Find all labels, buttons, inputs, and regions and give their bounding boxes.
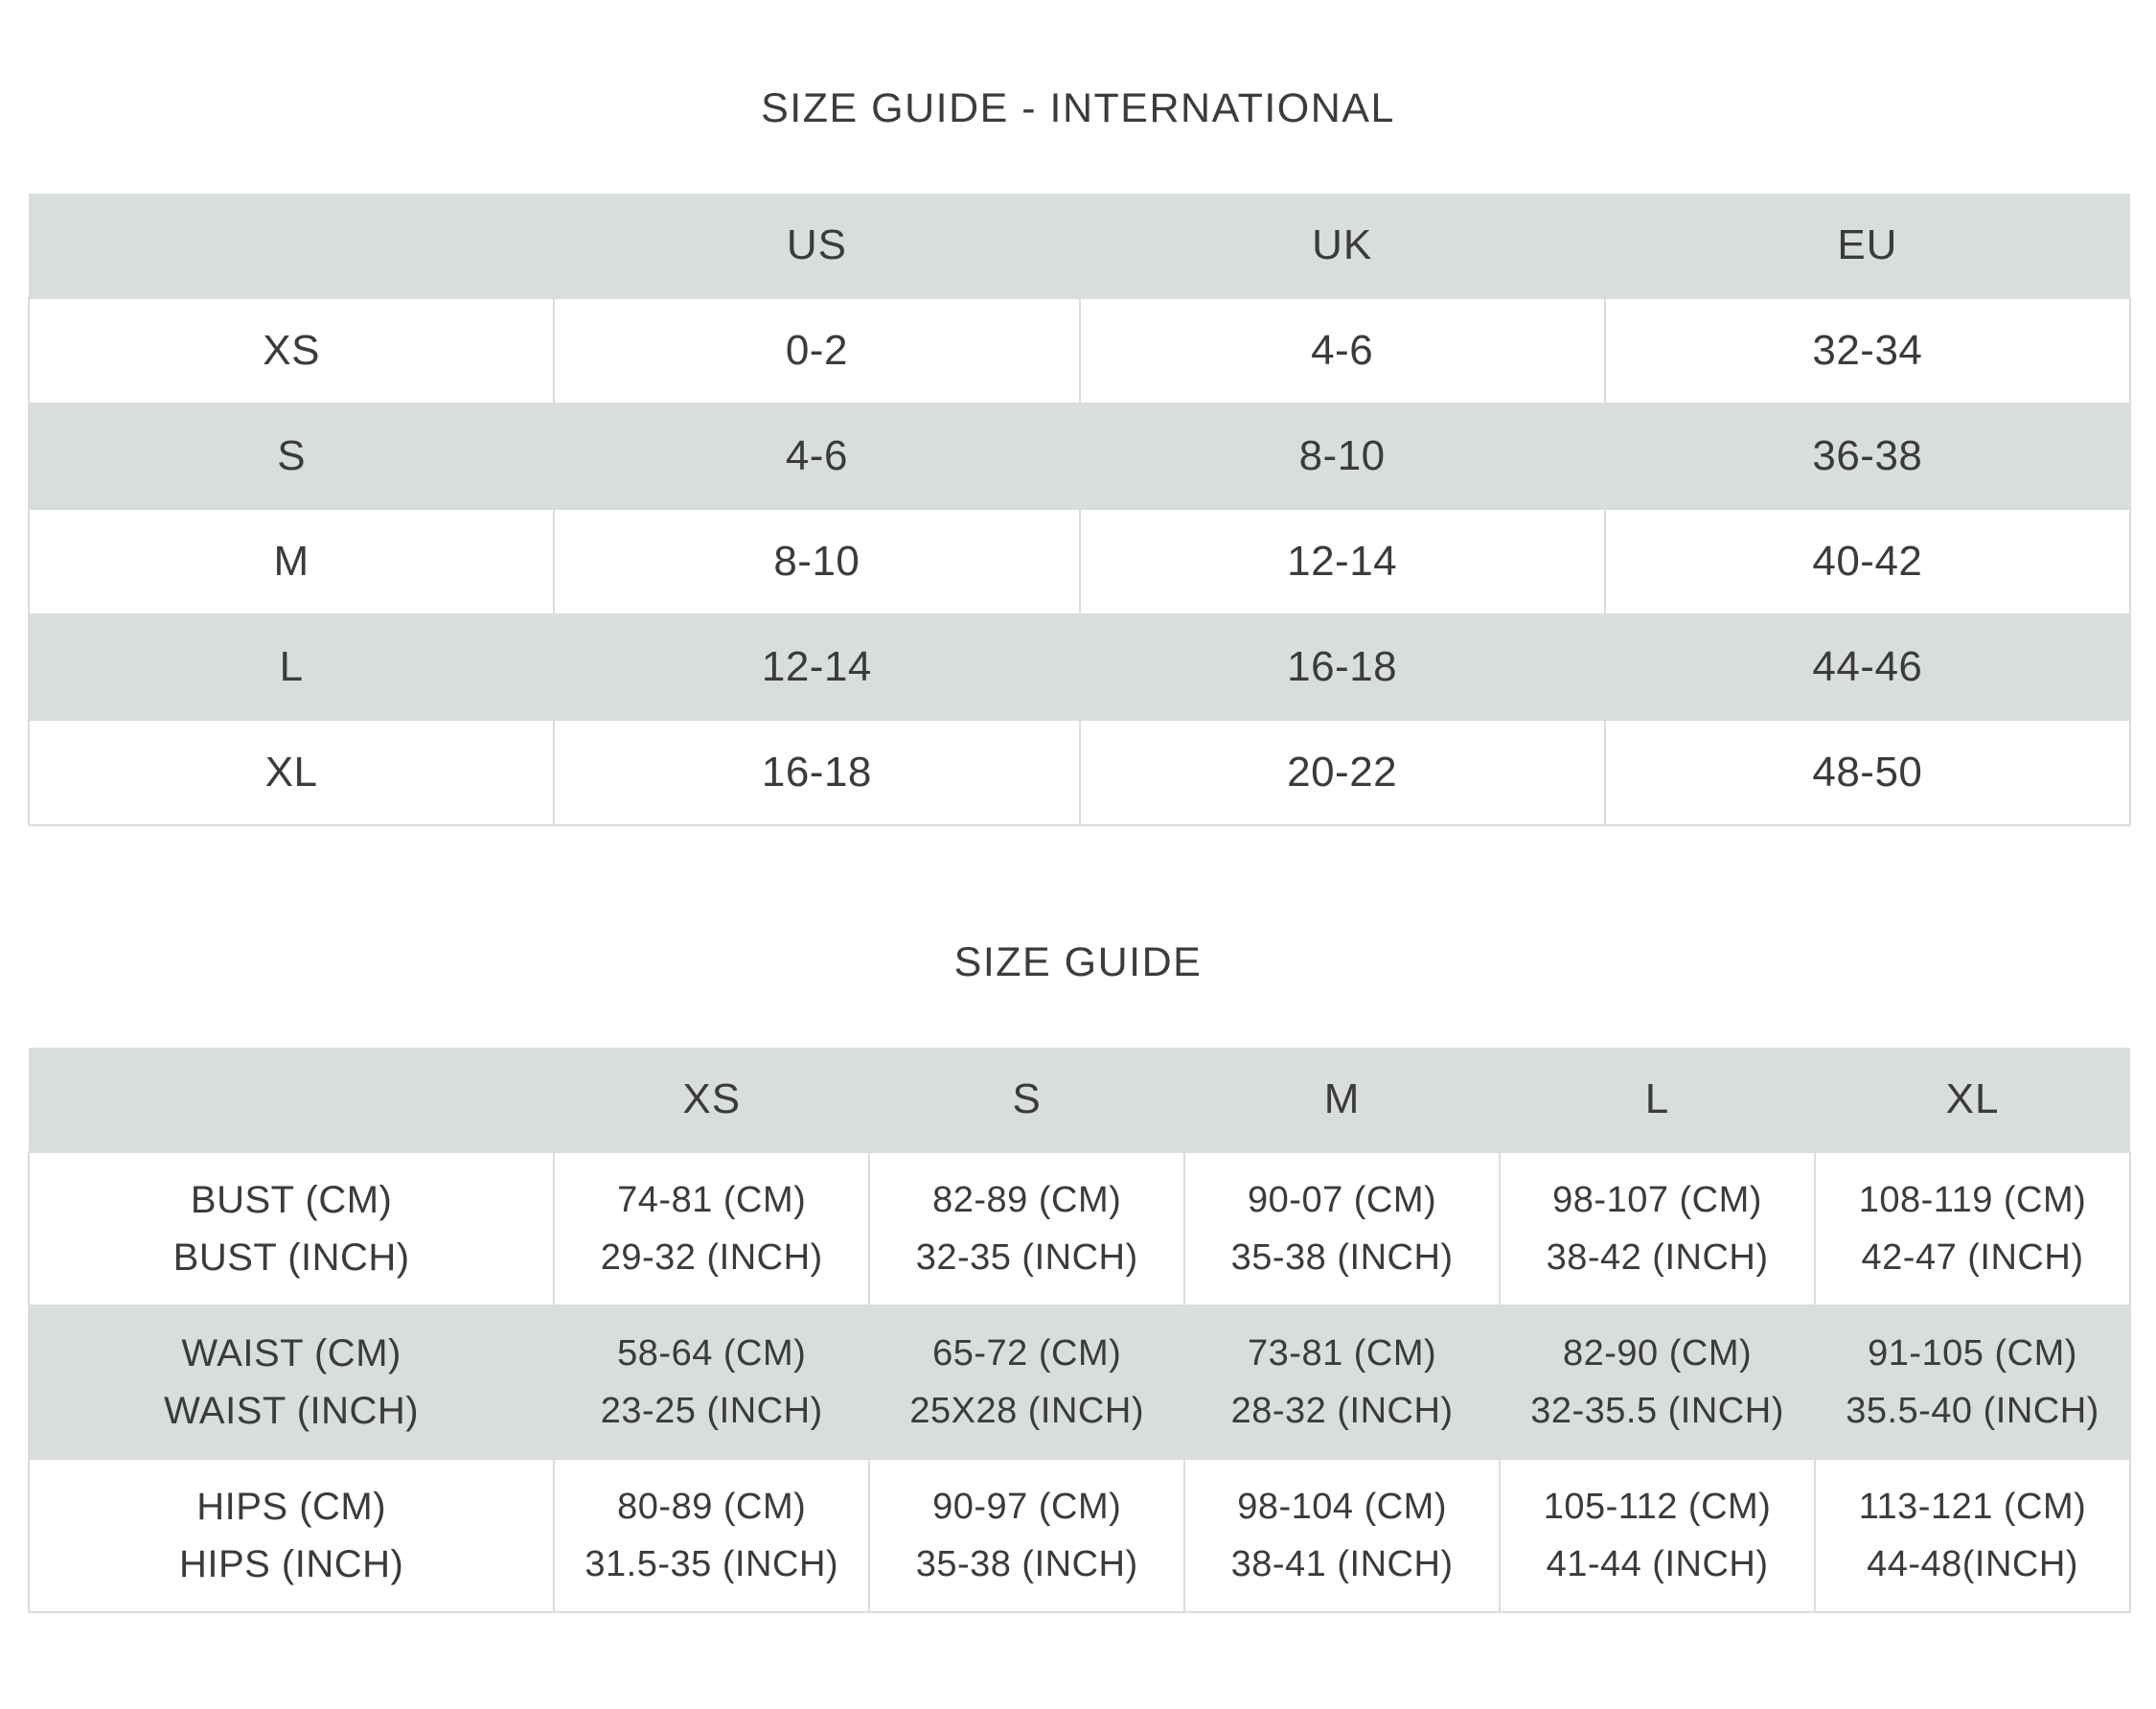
cell-cm: 65-72 (CM) [932,1333,1122,1374]
cell-cm: 98-107 (CM) [1552,1180,1762,1220]
table-cell [554,1459,869,1612]
table-cell: 16-18 [1080,614,1605,720]
column-header-empty [29,1048,554,1152]
column-header-m: M [1323,1075,1361,1122]
cell-cm: 73-81 (CM) [1248,1333,1437,1374]
cell-inch: 35-38 (INCH) [1230,1237,1454,1278]
table-header-row [29,194,2130,298]
cell-cm: 91-105 (CM) [1868,1333,2077,1374]
cell-inch: 35-38 (INCH) [915,1544,1138,1584]
table-cell [1184,1305,1500,1459]
row-label-cm: HIPS (CM) [196,1486,387,1528]
table-cell: 36-38 [1605,404,2130,509]
measurement-size-table [28,1048,2131,1613]
table-cell [869,1152,1184,1305]
table-cell [554,1305,869,1459]
cell-cm: 98-104 (CM) [1237,1487,1447,1527]
table-cell [1500,1152,1815,1305]
size-label: S [29,404,554,509]
cell-cm: 105-112 (CM) [1543,1487,1772,1527]
column-header-xl: XL [1945,1075,2000,1122]
column-header-s: S [1012,1075,1042,1122]
column-header-xs: XS [682,1075,742,1122]
cell-inch: 44-48(INCH) [1867,1544,2078,1584]
row-label-hips [29,1459,554,1612]
table-row [29,720,2130,825]
cell-cm: 90-07 (CM) [1248,1180,1437,1220]
cell-inch: 23-25 (INCH) [600,1391,823,1431]
table-cell: 0-2 [554,298,1079,404]
column-header-empty [29,194,554,298]
table-cell: 40-42 [1605,509,2130,614]
cell-inch: 25X28 (INCH) [909,1391,1144,1431]
table-cell [869,1459,1184,1612]
table-cell [1184,1459,1500,1612]
table-row [29,404,2130,509]
cell-cm: 82-90 (CM) [1562,1333,1753,1374]
size-label: XL [29,720,554,825]
cell-cm: 113-121 (CM) [1858,1487,2087,1527]
international-size-guide-title: SIZE GUIDE - INTERNATIONAL [761,85,1395,131]
table-cell: 12-14 [1080,509,1605,614]
row-label-cm: WAIST (CM) [181,1332,401,1374]
cell-cm: 80-89 (CM) [617,1487,807,1527]
cell-cm: 108-119 (CM) [1858,1180,2087,1220]
row-label-waist [29,1305,554,1459]
table-cell [869,1305,1184,1459]
table-cell [554,1152,869,1305]
row-label-cm: BUST (CM) [190,1179,393,1221]
table-row-waist [29,1305,2130,1459]
table-cell: 4-6 [554,404,1079,509]
table-cell [1500,1305,1815,1459]
cell-inch: 41-44 (INCH) [1546,1544,1769,1584]
table-row-bust [29,1152,2130,1305]
international-size-table [28,194,2131,826]
cell-inch: 31.5-35 (INCH) [585,1544,839,1584]
table-cell: 8-10 [554,509,1079,614]
cell-inch: 38-41 (INCH) [1230,1544,1454,1584]
cell-inch: 29-32 (INCH) [600,1237,823,1278]
cell-inch: 28-32 (INCH) [1230,1391,1454,1431]
cell-inch: 38-42 (INCH) [1546,1237,1769,1278]
table-cell: 48-50 [1605,720,2130,825]
column-header-us: US [786,221,847,268]
cell-cm: 74-81 (CM) [617,1180,807,1220]
table-cell: 16-18 [554,720,1079,825]
cell-inch: 35.5-40 (INCH) [1846,1391,2099,1431]
table-row [29,509,2130,614]
table-cell [1815,1459,2130,1612]
cell-inch: 32-35 (INCH) [915,1237,1138,1278]
cell-cm: 90-97 (CM) [932,1487,1122,1527]
table-cell: 44-46 [1605,614,2130,720]
size-label: XS [29,298,554,404]
table-row-hips [29,1459,2130,1612]
table-row [29,298,2130,404]
table-cell [1500,1459,1815,1612]
table-cell: 4-6 [1080,298,1605,404]
cell-cm: 58-64 (CM) [617,1333,807,1374]
row-label-inch: BUST (INCH) [172,1236,410,1279]
cell-inch: 42-47 (INCH) [1861,1237,2084,1278]
column-header-eu: EU [1837,221,1898,268]
size-guide-title: SIZE GUIDE [953,939,1203,985]
cell-inch: 32-35.5 (INCH) [1530,1391,1784,1431]
table-row [29,614,2130,720]
row-label-inch: WAIST (INCH) [164,1390,420,1432]
table-cell [1815,1305,2130,1459]
table-cell: 20-22 [1080,720,1605,825]
row-label-inch: HIPS (INCH) [178,1543,404,1585]
size-label: M [29,509,554,614]
cell-cm: 82-89 (CM) [932,1180,1122,1220]
table-header-row [29,1048,2130,1152]
row-label-bust [29,1152,554,1305]
table-cell: 8-10 [1080,404,1605,509]
column-header-uk: UK [1312,221,1373,268]
table-cell: 12-14 [554,614,1079,720]
size-label: L [29,614,554,720]
table-cell [1184,1152,1500,1305]
table-cell: 32-34 [1605,298,2130,404]
table-cell [1815,1152,2130,1305]
column-header-l: L [1644,1075,1670,1122]
